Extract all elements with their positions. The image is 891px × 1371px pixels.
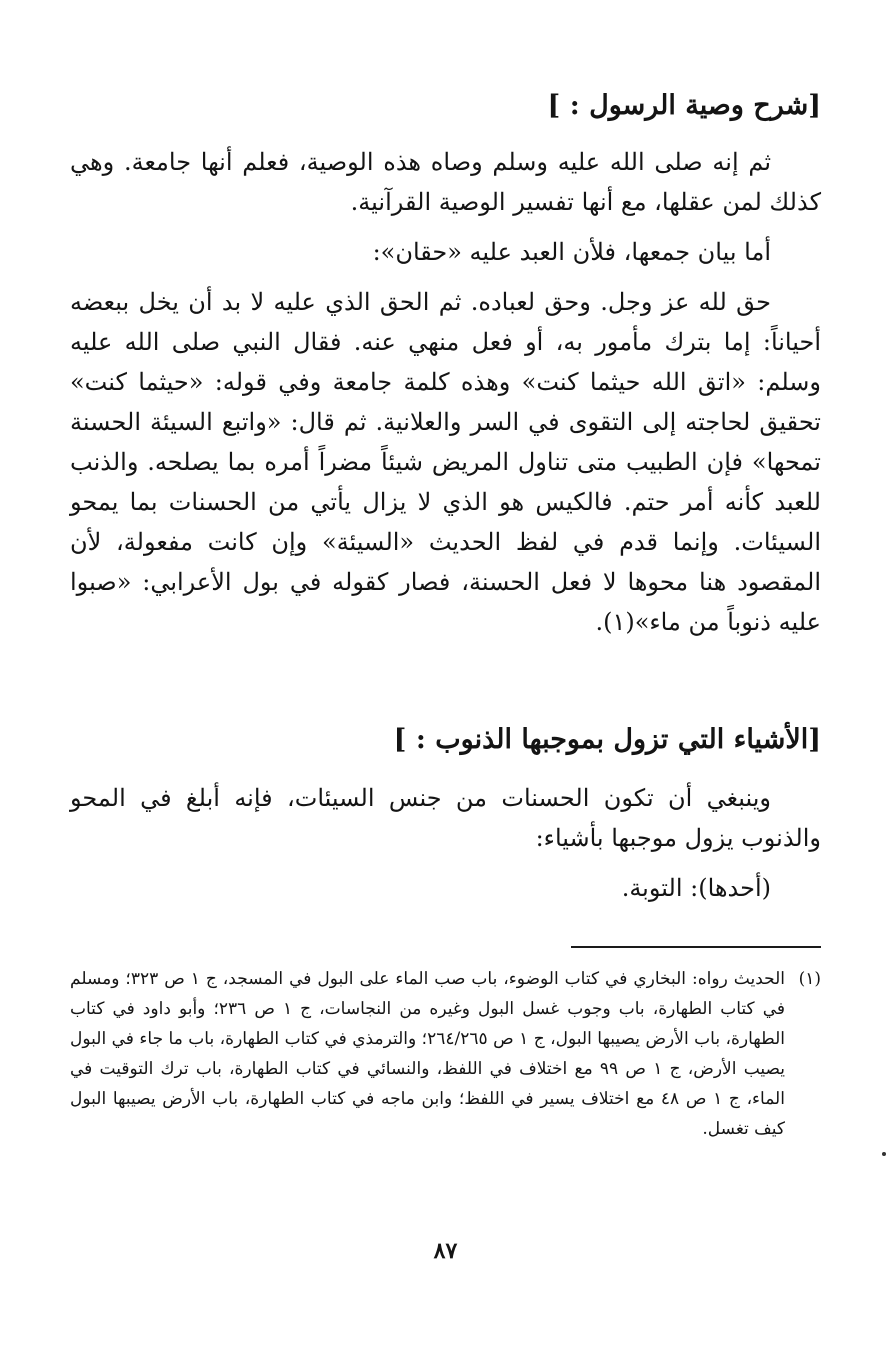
- paragraph-explanation: حق لله عز وجل. وحق لعباده. ثم الحق الذي عليه لا بد أن يخل ببعضه أحياناً: إما بترك مأمور به، أو فعل منهي عنه. فقال النبي صلى الله عليه وسلم: «اتق الله حيثما كنت» وهذه كلمة جامعة وفي قوله: «حيثما كنت» تحقيق لحاجته إلى التقوى في السر والعلانية. ثم قال: «واتبع السيئة الحسنة تمحها» فإن الطبيب متى تناول المريض شيئاً مضراً أمره بما يصلحه. والذنب للعبد كأنه أمر حتم. فالكيس هو الذي لا يزال يأتي من الحسنات بما يمحو السيئات. وإنما قدم في لفظ الحديث «السيئة» وإن كانت مفعولة، لأن المقصود هنا محوها لا فعل الحسنة، فصار كقوله في بول الأعرابي: «صبوا عليه ذنوباً من ماء»(١).: [70, 288, 821, 636]
- footnote-divider: [571, 946, 821, 948]
- paragraph-intro: ثم إنه صلى الله عليه وسلم وصاه هذه الوصية، فعلم أنها جامعة. وهي كذلك لمن عقلها، مع أنها تفسير الوصية القرآنية.: [70, 148, 821, 216]
- scan-mark: [882, 1152, 886, 1156]
- section-body-commentary: [70, 142, 821, 642]
- paragraph-two-rights: أما بيان جمعها، فلأن العبد عليه «حقان»:: [372, 238, 771, 266]
- section-heading-expiation: [الأشياء التي تزول بموجبها الذنوب : ]: [393, 724, 821, 755]
- page-number: ٨٧: [433, 1238, 458, 1264]
- paragraph-first-repentance: (أحدها): التوبة.: [621, 874, 771, 902]
- footnote-marker: (١): [798, 969, 821, 989]
- footnote: [70, 964, 821, 1144]
- footnote-text: الحديث رواه: البخاري في كتاب الوضوء، باب صب الماء على البول في المسجد، ج ١ ص ٣٢٣؛ ومسلم في كتاب الطهارة، باب وجوب غسل البول وغيره من النجاسات، ج ١ ص ٢٣٦؛ وأبو داود في كتاب الطهارة، باب الأرض يصيبها البول، ج ١ ص ٢٦٤/٢٦٥؛ والترمذي في كتاب الطهارة، باب ما جاء في البول يصيب الأرض، ج ١ ص ٩٩ مع اختلاف في اللفظ، والنسائي في كتاب الطهارة، باب ترك التوقيت في الماء، ج ١ ص ٤٨ مع اختلاف يسير في اللفظ؛ وابن ماجه في كتاب الطهارة، باب الأرض يصيبها البول كيف تغسل.: [70, 969, 786, 1139]
- section-body-expiation: [70, 778, 821, 908]
- paragraph-good-deeds: وينبغي أن تكون الحسنات من جنس السيئات، فإنه أبلغ في المحو والذنوب يزول موجبها بأشياء:: [70, 784, 821, 852]
- section-heading-commentary: [شرح وصية الرسول : ]: [547, 90, 821, 121]
